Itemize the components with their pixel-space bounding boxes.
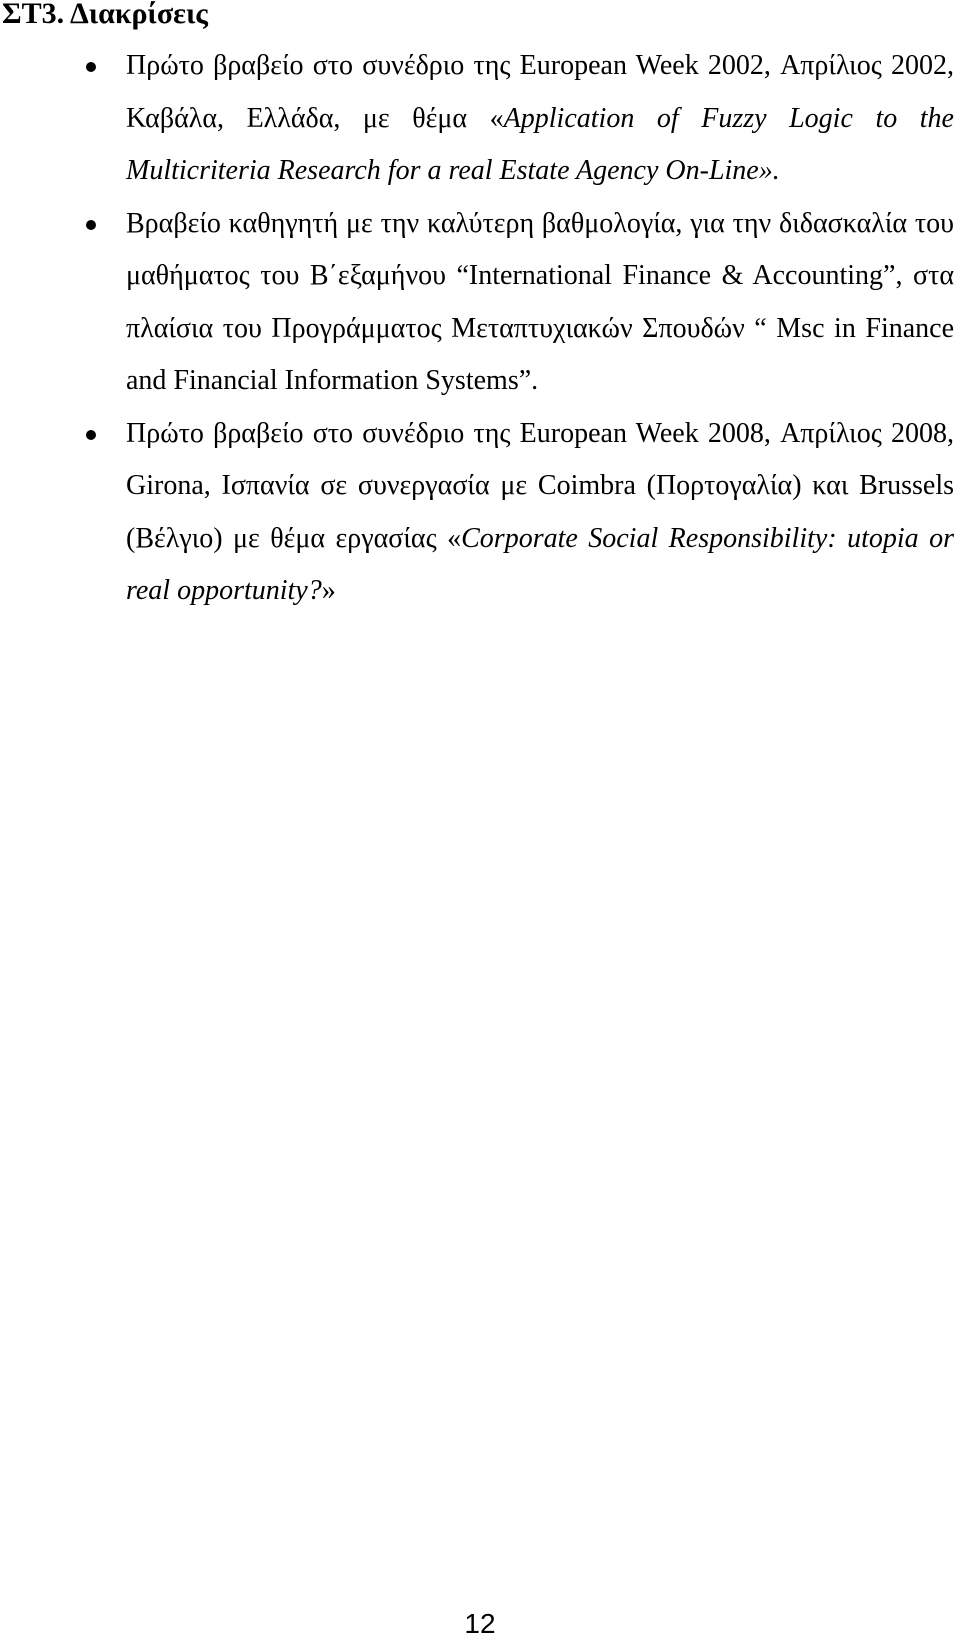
award-text: Πρώτο βραβείο στο συνέδριο της European Week 2002, Απρίλιος 2002, Καβάλα, Ελλάδα, με θέμα « <box>126 50 954 134</box>
bullet-icon <box>86 62 96 72</box>
bullet-icon <box>86 430 96 440</box>
bullet-icon <box>86 220 96 230</box>
section-title: ΣΤ3. Διακρίσεις <box>2 0 208 30</box>
page-number: 12 <box>464 1608 496 1639</box>
award-text-italic: Application of Fuzzy Logic to the Multicriteria Research for a real Estate Agency On-Line». <box>126 102 954 186</box>
award-item <box>0 40 954 198</box>
award-text-italic: Corporate Social Responsibility: utopia or real opportunity? <box>126 522 954 606</box>
awards-list <box>0 40 960 618</box>
award-text: Πρώτο βραβείο στο συνέδριο της European Week 2008, Απρίλιος 2008, Girona, Ισπανία σε συνεργασία με Coimbra (Πορτογαλία) και Brussels (Βέλγιο) με θέμα εργασίας « <box>126 417 954 554</box>
award-text: Βραβείο καθηγητή με την καλύτερη βαθμολογία, για την διδασκαλία του μαθήματος του Β΄εξαμήνου “International Finance & Accounting”, στα πλαίσια του Προγράμματος Μεταπτυχιακών Σπουδών “ Msc in Finance and Financial Information Systems”. <box>126 207 954 396</box>
award-item <box>0 198 954 408</box>
award-text-end: » <box>321 575 336 606</box>
award-item <box>0 408 954 618</box>
